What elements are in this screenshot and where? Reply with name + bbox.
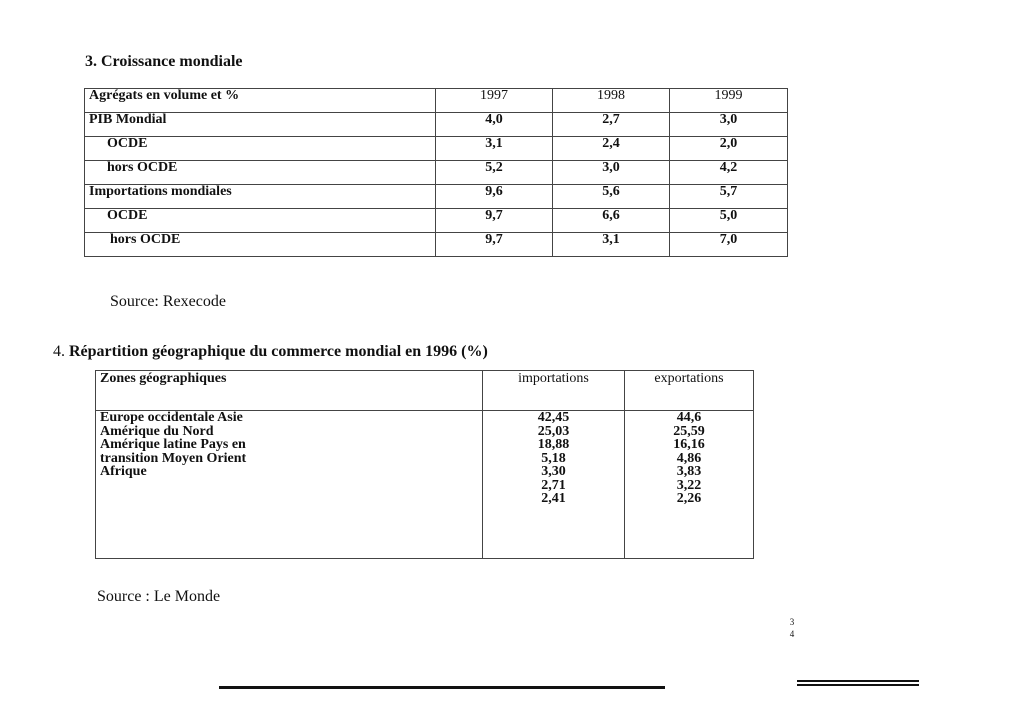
cell-1998: 3,1 (553, 233, 670, 257)
export-value: 25,59 (673, 423, 705, 439)
header-exports: exportations (625, 371, 754, 411)
growth-table-header (85, 89, 788, 113)
row-label: hors OCDE (85, 233, 436, 257)
cell-1998: 5,6 (553, 185, 670, 209)
source-le-monde: Source : Le Monde (97, 588, 221, 605)
zones-cell (96, 411, 483, 559)
export-value: 16,16 (673, 437, 705, 452)
cell-1999: 5,0 (670, 209, 788, 233)
trade-table-body (96, 411, 754, 559)
import-value: 2,41 (541, 491, 566, 506)
row-label: PIB Mondial (85, 113, 436, 137)
imports-list (487, 411, 620, 506)
header-1998: 1998 (553, 89, 670, 113)
cell-1998: 3,0 (553, 161, 670, 185)
footer-double-rule-top (797, 680, 919, 682)
zone-item: Afrique (100, 464, 147, 479)
cell-1998: 2,4 (553, 137, 670, 161)
footer-rule (219, 686, 665, 689)
header-imports: importations (483, 371, 625, 411)
header-1999: 1999 (670, 89, 788, 113)
imports-cell (483, 411, 625, 559)
import-value: 25,03 (537, 423, 570, 439)
source-rexecode: Source: Rexecode (110, 293, 226, 310)
cell-1999: 4,2 (670, 161, 788, 185)
cell-1998: 2,7 (553, 113, 670, 137)
section-4-heading: Répartition géographique du commerce mondial en 1996 (%) (69, 343, 488, 360)
cell-1999: 5,7 (670, 185, 788, 209)
row-label: hors OCDE (85, 161, 436, 185)
export-value: 4,86 (676, 450, 702, 466)
cell-1997: 9,7 (436, 233, 553, 257)
trade-table-header (96, 371, 754, 411)
header-aggregates: Agrégats en volume et % (85, 89, 436, 113)
zone-item: Amérique latine Pays en (100, 437, 246, 452)
table-row (85, 161, 788, 185)
footer-double-rule-bottom (797, 684, 919, 686)
section-4-number: 4. (53, 343, 65, 360)
import-value: 5,18 (541, 450, 566, 466)
table-row (85, 233, 788, 257)
zone-item: transition Moyen Orient (100, 450, 247, 466)
table-row (85, 137, 788, 161)
import-value: 18,88 (537, 437, 570, 452)
section-3-title: 3. Croissance mondiale (85, 53, 243, 70)
cell-1998: 6,6 (553, 209, 670, 233)
page-digit: 4 (789, 629, 795, 639)
import-value: 3,30 (541, 464, 566, 479)
import-value: 2,71 (541, 477, 566, 493)
exports-cell (625, 411, 754, 559)
export-value: 44,6 (676, 410, 702, 425)
export-value: 3,83 (676, 464, 702, 479)
row-label: OCDE (85, 137, 436, 161)
exports-list (629, 411, 749, 506)
zone-item: Europe occidentale Asie (100, 410, 243, 425)
cell-1997: 3,1 (436, 137, 553, 161)
cell-1997: 9,6 (436, 185, 553, 209)
cell-1999: 7,0 (670, 233, 788, 257)
cell-1999: 2,0 (670, 137, 788, 161)
table-row (85, 185, 788, 209)
trade-table (95, 370, 754, 559)
header-1997: 1997 (436, 89, 553, 113)
cell-1997: 4,0 (436, 113, 553, 137)
table-row (85, 209, 788, 233)
row-label: Importations mondiales (85, 185, 436, 209)
zone-item: Amérique du Nord (100, 423, 214, 439)
section-4-title (53, 343, 488, 361)
export-value: 3,22 (676, 477, 702, 493)
row-label: OCDE (85, 209, 436, 233)
import-value: 42,45 (537, 410, 570, 425)
cell-1997: 5,2 (436, 161, 553, 185)
cell-1997: 9,7 (436, 209, 553, 233)
table-row (85, 113, 788, 137)
export-value: 2,26 (676, 491, 702, 506)
zones-list (100, 411, 478, 479)
growth-table (84, 88, 788, 257)
page-number (786, 616, 798, 640)
header-zones: Zones géographiques (96, 371, 483, 411)
cell-1999: 3,0 (670, 113, 788, 137)
page-digit: 3 (789, 617, 795, 627)
